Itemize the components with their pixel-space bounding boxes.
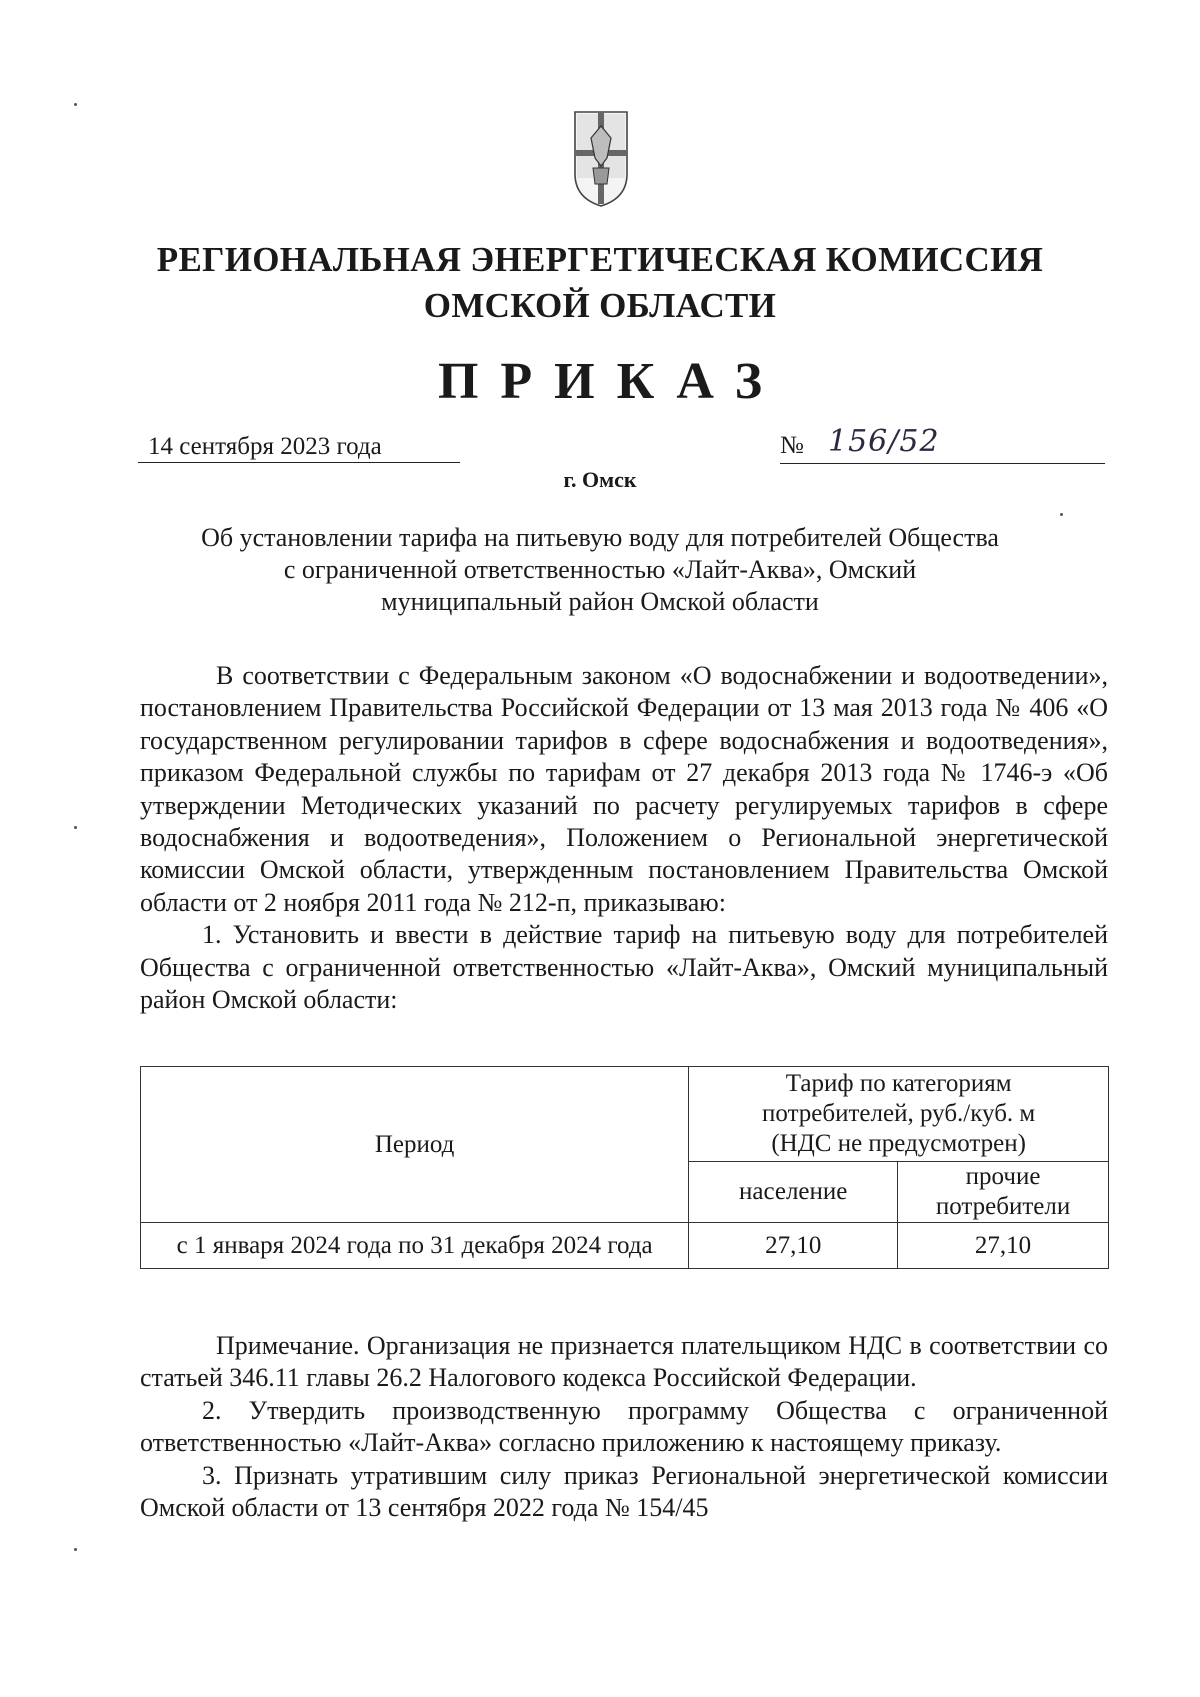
document-date: 14 сентября 2023 года: [138, 432, 460, 463]
scan-speck: [74, 826, 77, 829]
note-paragraph: Примечание. Организация не признается плательщиком НДС в соответствии со статьей 346.11 главы 26.2 Налогового кодекса Российской Федерации.: [140, 1331, 1108, 1393]
preamble-paragraph: В соответствии с Федеральным законом «О водоснабжении и водоотведении», постановлением Правительства Российской Федерации от 13 мая 2013 года № 406 «О государственном регулировании тарифов в сфере водоснабжения и водоотведения», приказом Федеральной службы по тарифам от 27 декабря 2013 года № 1746-э «Об утверждении Методических указаний по расчету регулируемых тарифов в сфере водоснабжения и водоотведения», Положением о Региональной энергетической комиссии Омской области, утвержденным постановлением Правительства Омской области от 2 ноября 2011 года № 212-п, приказываю:: [140, 661, 1108, 917]
row-period-cell: с 1 января 2024 года по 31 декабря 2024 года: [141, 1223, 689, 1269]
body-block-main: [140, 660, 1108, 1016]
organization-name-line2: ОМСКОЙ ОБЛАСТИ: [423, 286, 777, 325]
table-header-period: Период: [141, 1067, 689, 1223]
document-subject: [150, 522, 1050, 618]
number-sign: №: [780, 432, 804, 459]
tariff-header-line: потребителей, руб./куб. м: [762, 1100, 1036, 1127]
subject-line: Об установлении тарифа на питьевую воду для потребителей Общества: [201, 523, 999, 552]
coat-of-arms-emblem: [571, 108, 631, 210]
others-header-line: прочие: [965, 1163, 1041, 1190]
others-header-line: потребители: [935, 1193, 1071, 1220]
table-header-tariff: [689, 1067, 1109, 1162]
item-1-paragraph: 1. Установить и ввести в действие тариф на питьевую воду для потребителей Общества с ограниченной ответственностью «Лайт-Аква», Омский муниципальный район Омской области:: [140, 920, 1108, 1015]
row-population-cell: 27,10: [689, 1223, 898, 1269]
table-header-population: население: [689, 1162, 898, 1223]
tariff-table: [140, 1066, 1109, 1269]
subject-line: с ограниченной ответственностью «Лайт-Аква», Омский: [283, 555, 917, 584]
row-others-cell: 27,10: [898, 1223, 1109, 1269]
organization-name-line1: РЕГИОНАЛЬНАЯ ЭНЕРГЕТИЧЕСКАЯ КОМИССИЯ: [156, 240, 1044, 279]
document-number-field: [780, 424, 1105, 464]
scan-speck: [74, 103, 77, 106]
tariff-header-line: (НДС не предусмотрен): [771, 1130, 1026, 1157]
document-type-title: ПРИКАЗ: [437, 353, 785, 410]
item-3-paragraph: 3. Признать утратившим силу приказ Региональной энергетической комиссии Омской области от 13 сентября 2022 года № 154/45: [140, 1460, 1108, 1523]
city-label: г. Омск: [563, 467, 637, 492]
document-number-handwritten: 156/52: [828, 424, 940, 459]
table-header-others: [898, 1162, 1109, 1223]
table-row: [141, 1223, 1109, 1269]
scan-speck: [1060, 513, 1063, 516]
tariff-header-line: Тариф по категориям: [785, 1070, 1012, 1097]
subject-line: муниципальный район Омской области: [381, 587, 819, 616]
body-block-continued: [140, 1330, 1108, 1524]
scan-speck: [74, 1548, 77, 1551]
item-2-paragraph: 2. Утвердить производственную программу Общества с ограниченной ответственностью «Лайт-Аква» согласно приложению к настоящему приказу.: [140, 1395, 1108, 1458]
